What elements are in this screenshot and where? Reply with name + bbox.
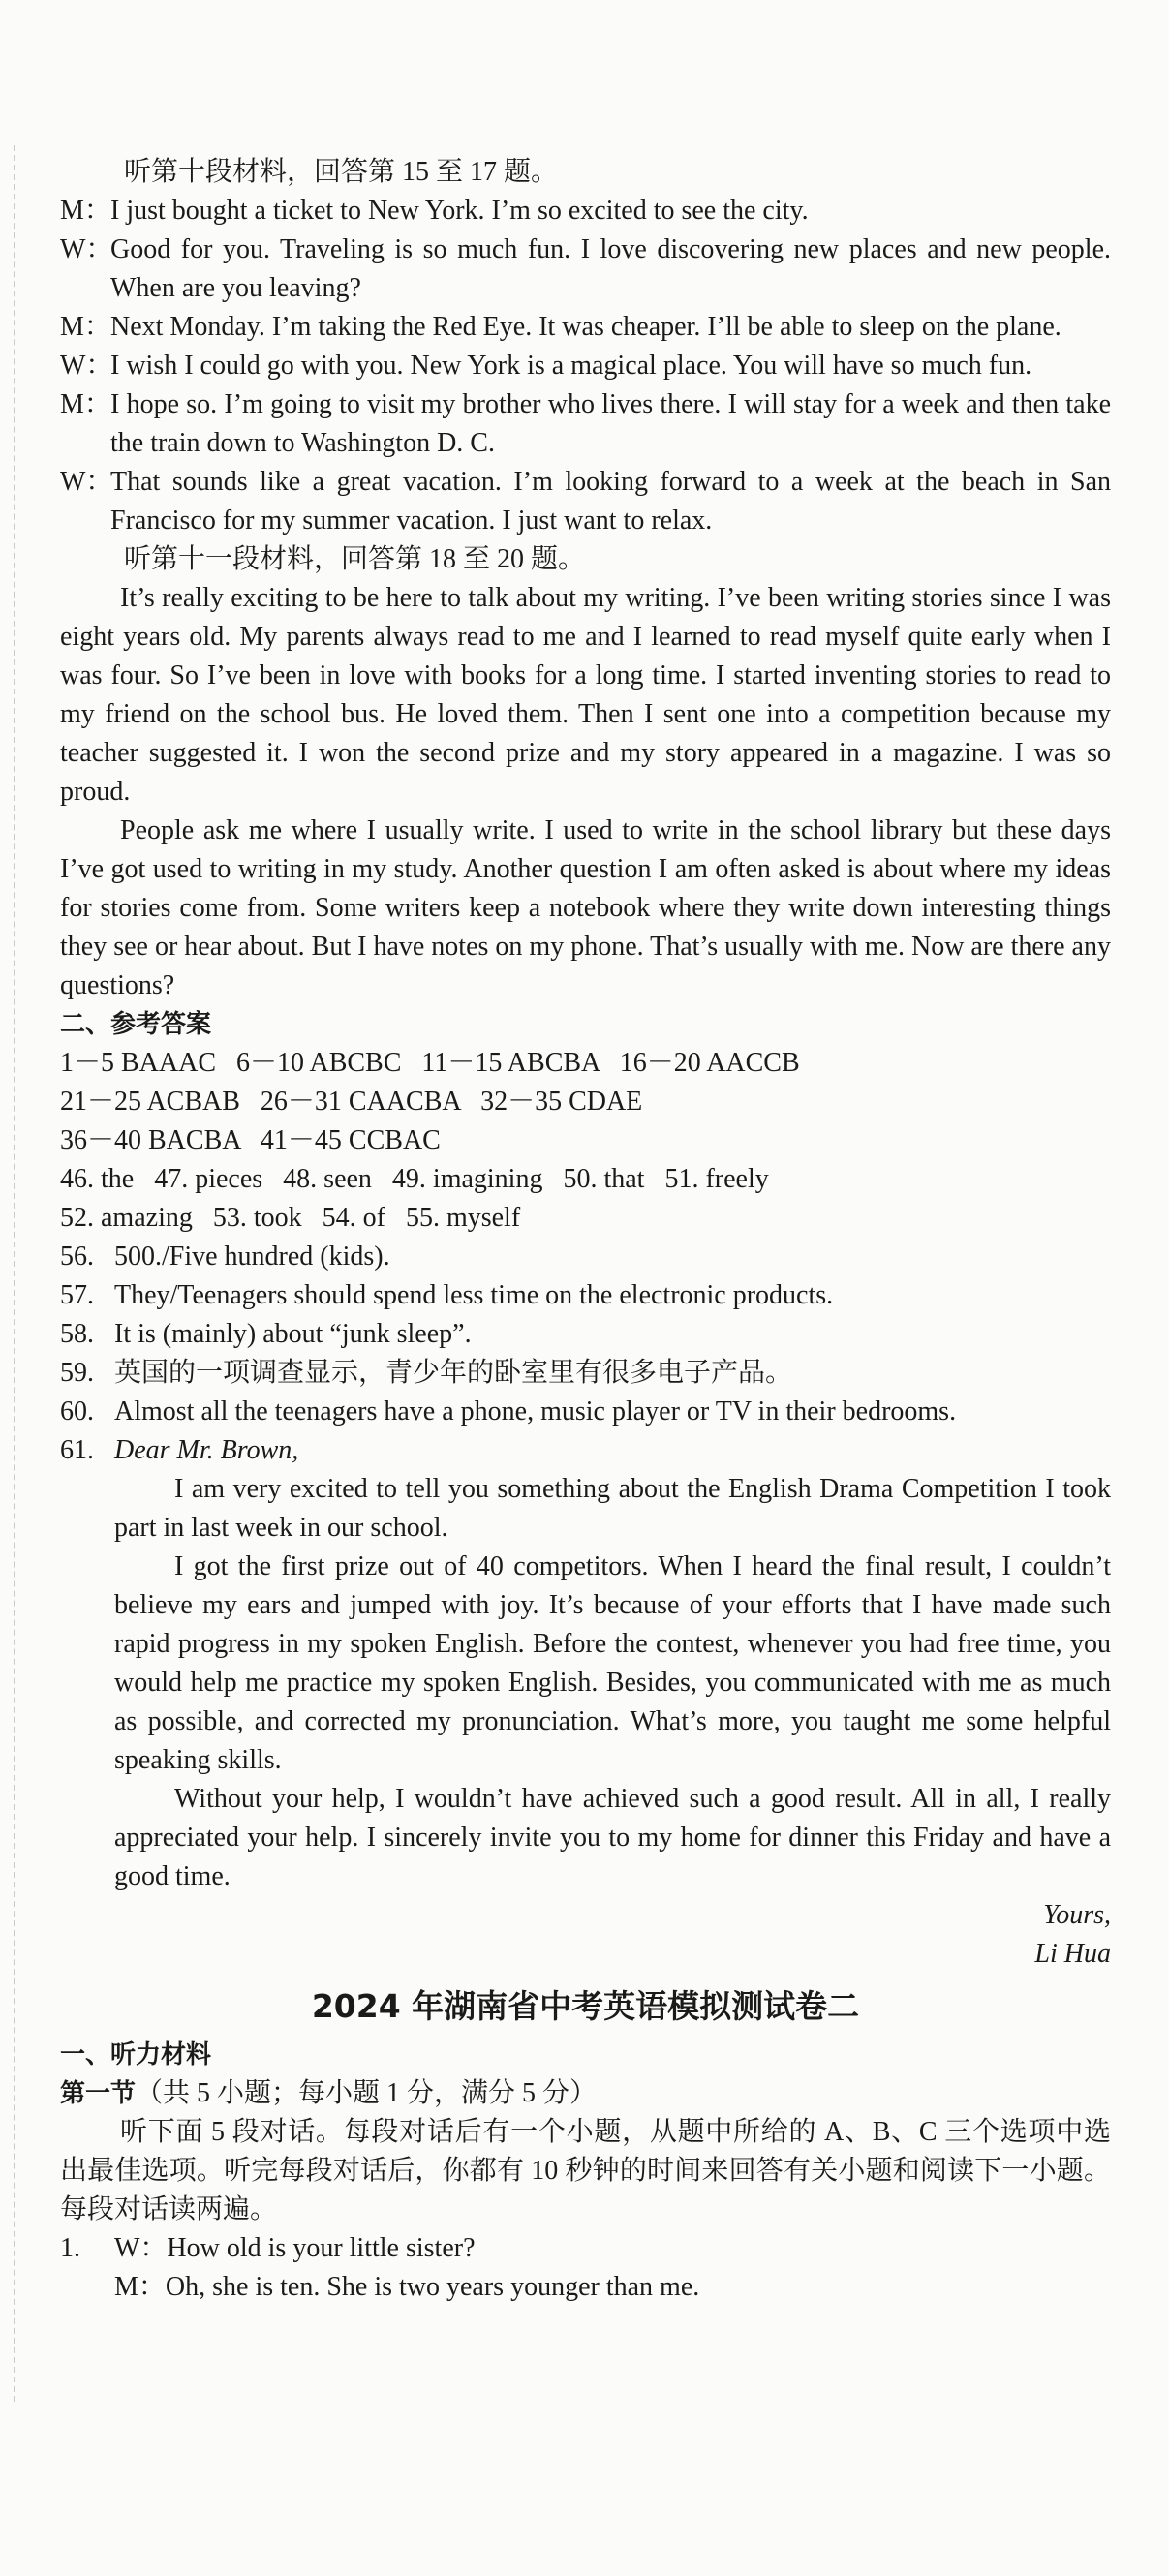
dialogue-text: I hope so. I’m going to visit my brother who lives there. I will stay for a week and then take the train down to Washington D. C. xyxy=(110,389,1111,458)
section-10-heading: 听第十段材料，回答第 15 至 17 题。 xyxy=(124,157,559,187)
question-number: 1. xyxy=(60,2233,80,2263)
answer-number: 59. xyxy=(60,1358,94,1388)
speaker-label: W： xyxy=(60,234,113,264)
letter-paragraph: Without your help, I wouldn’t have achieved such a good result. All in all, I really appreciated your help. I sincerely invite you to my home for dinner this Friday and have a good time. xyxy=(114,1784,1111,1891)
speaker-label: M： xyxy=(60,196,111,226)
section-info: （共 5 小题；每小题 1 分，满分 5 分） xyxy=(136,2078,598,2108)
instructions: 听下面 5 段对话。每段对话后有一个小题，从题中所给的 A、B、C 三个选项中选出最佳选项。听完每段对话后，你都有 10 秒钟的时间来回答有关小题和阅读下一小题。每段对话读两遍。 xyxy=(60,2117,1111,2224)
essay-answer xyxy=(60,1431,1111,1974)
speaker-label: W： xyxy=(60,351,113,381)
answer-number: 58. xyxy=(60,1319,94,1349)
answer-line: 46. the 47. pieces 48. seen 49. imagining 50. that 51. freely xyxy=(60,1164,769,1194)
question-1 xyxy=(60,2229,1111,2307)
letter-paragraph: I am very excited to tell you something about the English Drama Competition I took part in last week in our school. xyxy=(114,1474,1111,1543)
dialogue-text: I wish I could go with you. New York is a magical place. You will have so much fun. xyxy=(110,351,1032,381)
dialogue-line xyxy=(60,230,1111,308)
speaker-label: M： xyxy=(60,312,111,342)
monologue-paragraph: It’s really exciting to be here to talk about my writing. I’ve been writing stories since I was eight years old. My parents always read to me and I learned to read myself quite early when I was four. So I’ve been in love with books for a long time. I started inventing stories to read to my friend on the school bus. He loved them. Then I sent one into a competition because my teacher suggested it. I won the second prize and my story appeared in a magazine. I was so proud. xyxy=(60,583,1111,807)
essay-body xyxy=(114,1431,1111,1974)
dialogue-text: That sounds like a great vacation. I’m looking forward to a week at the beach in San Francisco for my summer vacation. I just want to relax. xyxy=(110,467,1111,536)
dialogue-line xyxy=(60,385,1111,463)
numbered-answer xyxy=(60,1393,1111,1431)
answer-text: 500./Five hundred (kids). xyxy=(114,1242,390,1272)
section-line xyxy=(60,2074,1111,2113)
letter-signature: Li Hua xyxy=(1034,1939,1111,1969)
test-title: 2024 年湖南省中考英语模拟测试卷二 xyxy=(311,1987,860,2025)
dialogue-line-m: M：Oh, she is ten. She is two years younger than me. xyxy=(114,2272,700,2302)
dialogue-text: I just bought a ticket to New York. I’m so excited to see the city. xyxy=(110,196,809,226)
answer-line: 21－25 ACBAB 26－31 CAACBA 32－35 CDAE xyxy=(60,1087,643,1117)
answer-number: 57. xyxy=(60,1280,94,1310)
monologue-paragraph: People ask me where I usually write. I used to write in the school library but these days I’ve got used to writing in my study. Another question I am often asked is about where my ideas for stories come from. Some writers keep a notebook where they write down interesting things they see or hear about. But I have notes on my phone. That’s usually with me. Now are there any questions? xyxy=(60,815,1111,1000)
answer-text: It is (mainly) about “junk sleep”. xyxy=(114,1319,472,1349)
answer-line: 52. amazing 53. took 54. of 55. myself xyxy=(60,1203,521,1233)
dialogue-line xyxy=(60,463,1111,540)
dialogue-text: Good for you. Traveling is so much fun. I love discovering new places and new people. When are you leaving? xyxy=(110,234,1111,303)
section-11-heading: 听第十一段材料，回答第 18 至 20 题。 xyxy=(124,544,586,574)
answer-line: 36－40 BACBA 41－45 CCBAC xyxy=(60,1125,441,1155)
answer-text: Almost all the teenagers have a phone, music player or TV in their bedrooms. xyxy=(114,1396,957,1426)
letter-closing: Yours, xyxy=(1043,1900,1111,1930)
answers-heading: 二、参考答案 xyxy=(60,1010,212,1039)
answer-number: 61. xyxy=(60,1435,94,1465)
section-label: 第一节 xyxy=(60,2079,137,2108)
speaker-label: W： xyxy=(60,467,113,497)
answer-text: They/Teenagers should spend less time on the electronic products. xyxy=(114,1280,834,1310)
dialogue-line xyxy=(60,347,1111,385)
part-heading: 一、听力材料 xyxy=(60,2040,212,2070)
answer-line: 1－5 BAAAC 6－10 ABCBC 11－15 ABCBA 16－20 AACCB xyxy=(60,1048,800,1078)
binding-margin-line xyxy=(14,145,15,2402)
numbered-answer xyxy=(60,1315,1111,1354)
speaker-label: M： xyxy=(60,389,111,419)
numbered-answer xyxy=(60,1276,1111,1315)
dialogue-line xyxy=(60,308,1111,347)
dialogue-line xyxy=(60,192,1111,230)
question-dialogue xyxy=(114,2229,1111,2307)
letter-paragraph: I got the first prize out of 40 competitors. When I heard the final result, I couldn’t believe my ears and jumped with joy. It’s because of your efforts that I have made such rapid progress in my spoken English. Before the contest, whenever you had free time, you would help me practice my spoken English. Besides, you communicated with me as much as possible, and corrected my pronunciation. What’s more, you taught me some helpful speaking skills. xyxy=(114,1551,1111,1775)
answer-number: 56. xyxy=(60,1242,94,1272)
numbered-answer xyxy=(60,1238,1111,1276)
numbered-answer xyxy=(60,1354,1111,1393)
dialogue-line-w: W：How old is your little sister? xyxy=(114,2233,476,2263)
letter-salutation: Dear Mr. Brown, xyxy=(114,1435,299,1465)
answer-text: 英国的一项调查显示，青少年的卧室里有很多电子产品。 xyxy=(114,1358,793,1388)
dialogue-10 xyxy=(60,192,1111,540)
answer-number: 60. xyxy=(60,1396,94,1426)
dialogue-text: Next Monday. I’m taking the Red Eye. It was cheaper. I’ll be able to sleep on the plane. xyxy=(110,312,1061,342)
document-body xyxy=(60,153,1111,2307)
